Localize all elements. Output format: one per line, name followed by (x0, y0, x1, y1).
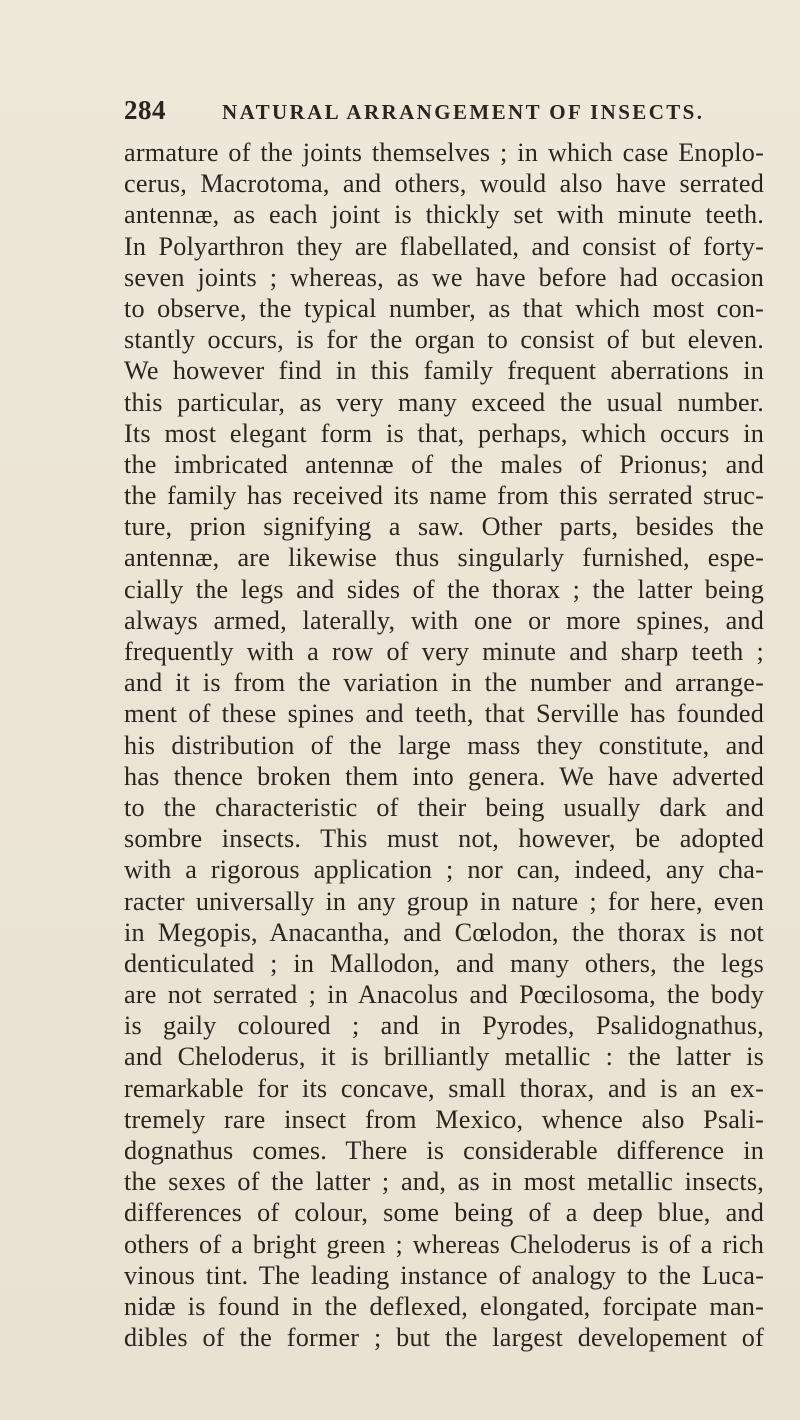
text-line: the family has received its name from this serrated struc- (124, 481, 764, 511)
text-line: is gaily coloured ; and in Pyrodes, Psalidognathus, (124, 1011, 764, 1041)
text-line: remarkable for its concave, small thorax, and is an ex- (124, 1073, 764, 1103)
text-line: racter universally in any group in nature ; for here, even (124, 886, 764, 916)
text-line: dognathus comes. There is considerable difference in (124, 1136, 764, 1165)
text-line: this particular, as very many exceed the usual number. (124, 387, 764, 417)
text-line: seven joints ; whereas, as we have before had occasion (124, 262, 764, 292)
text-line: dibles of the former ; but the largest developement of (124, 1323, 764, 1353)
running-head (124, 95, 764, 135)
text-line: cerus, Macrotoma, and others, would also have serrated (124, 169, 764, 199)
text-line: and Cheloderus, it is brilliantly metallic : the latter is (124, 1042, 764, 1072)
text-line: sombre insects. This must not, however, be adopted (124, 824, 764, 854)
text-line: always armed, laterally, with one or more spines, and (124, 605, 764, 635)
text-line: nidæ is found in the deflexed, elongated, forcipate man- (124, 1291, 764, 1321)
text-line: We however find in this family frequent aberrations in (124, 356, 764, 386)
text-line: antennæ, are likewise thus singularly furnished, espe- (124, 543, 764, 573)
text-line: armature of the joints themselves ; in which case Enoplo- (124, 138, 764, 167)
text-line: ment of these spines and teeth, that Serville has founded (124, 699, 764, 729)
text-line: frequently with a row of very minute and sharp teeth ; (124, 637, 764, 666)
text-line: and it is from the variation in the number and arrange- (124, 668, 764, 698)
text-line: others of a bright green ; whereas Cheloderus is of a rich (124, 1229, 764, 1259)
text-line: Its most elegant form is that, perhaps, which occurs in (124, 418, 764, 448)
text-line: to observe, the typical number, as that which most con- (124, 293, 764, 323)
text-line: to the characteristic of their being usually dark and (124, 792, 764, 822)
text-line: ture, prion signifying a saw. Other parts, besides the (124, 512, 764, 542)
text-line: denticulated ; in Mallodon, and many others, the legs (124, 948, 764, 978)
text-line: the imbricated antennæ of the males of Prionus; and (124, 449, 764, 479)
text-line: antennæ, as each joint is thickly set with minute teeth. (124, 200, 764, 230)
text-line: stantly occurs, is for the organ to consist of but eleven. (124, 325, 764, 355)
text-line: are not serrated ; in Anacolus and Pœcilosoma, the body (124, 980, 764, 1010)
text-line: with a rigorous application ; nor can, indeed, any cha- (124, 855, 764, 885)
text-line: the sexes of the latter ; and, as in most metallic insects, (124, 1167, 764, 1197)
page-number: 284 (124, 95, 166, 125)
text-line: tremely rare insect from Mexico, whence also Psali- (124, 1104, 764, 1134)
text-line: differences of colour, some being of a deep blue, and (124, 1198, 764, 1228)
text-line: In Polyarthron they are flabellated, and consist of forty- (124, 231, 764, 261)
text-line: has thence broken them into genera. We have adverted (124, 761, 764, 791)
text-line: vinous tint. The leading instance of analogy to the Luca- (124, 1260, 764, 1290)
text-line: in Megopis, Anacantha, and Cœlodon, the thorax is not (124, 917, 764, 947)
running-head-title: NATURAL ARRANGEMENT OF INSECTS. (222, 100, 705, 124)
body-text (124, 137, 764, 1353)
text-line: cially the legs and sides of the thorax ; the latter being (124, 574, 764, 604)
text-line: his distribution of the large mass they constitute, and (124, 730, 764, 760)
